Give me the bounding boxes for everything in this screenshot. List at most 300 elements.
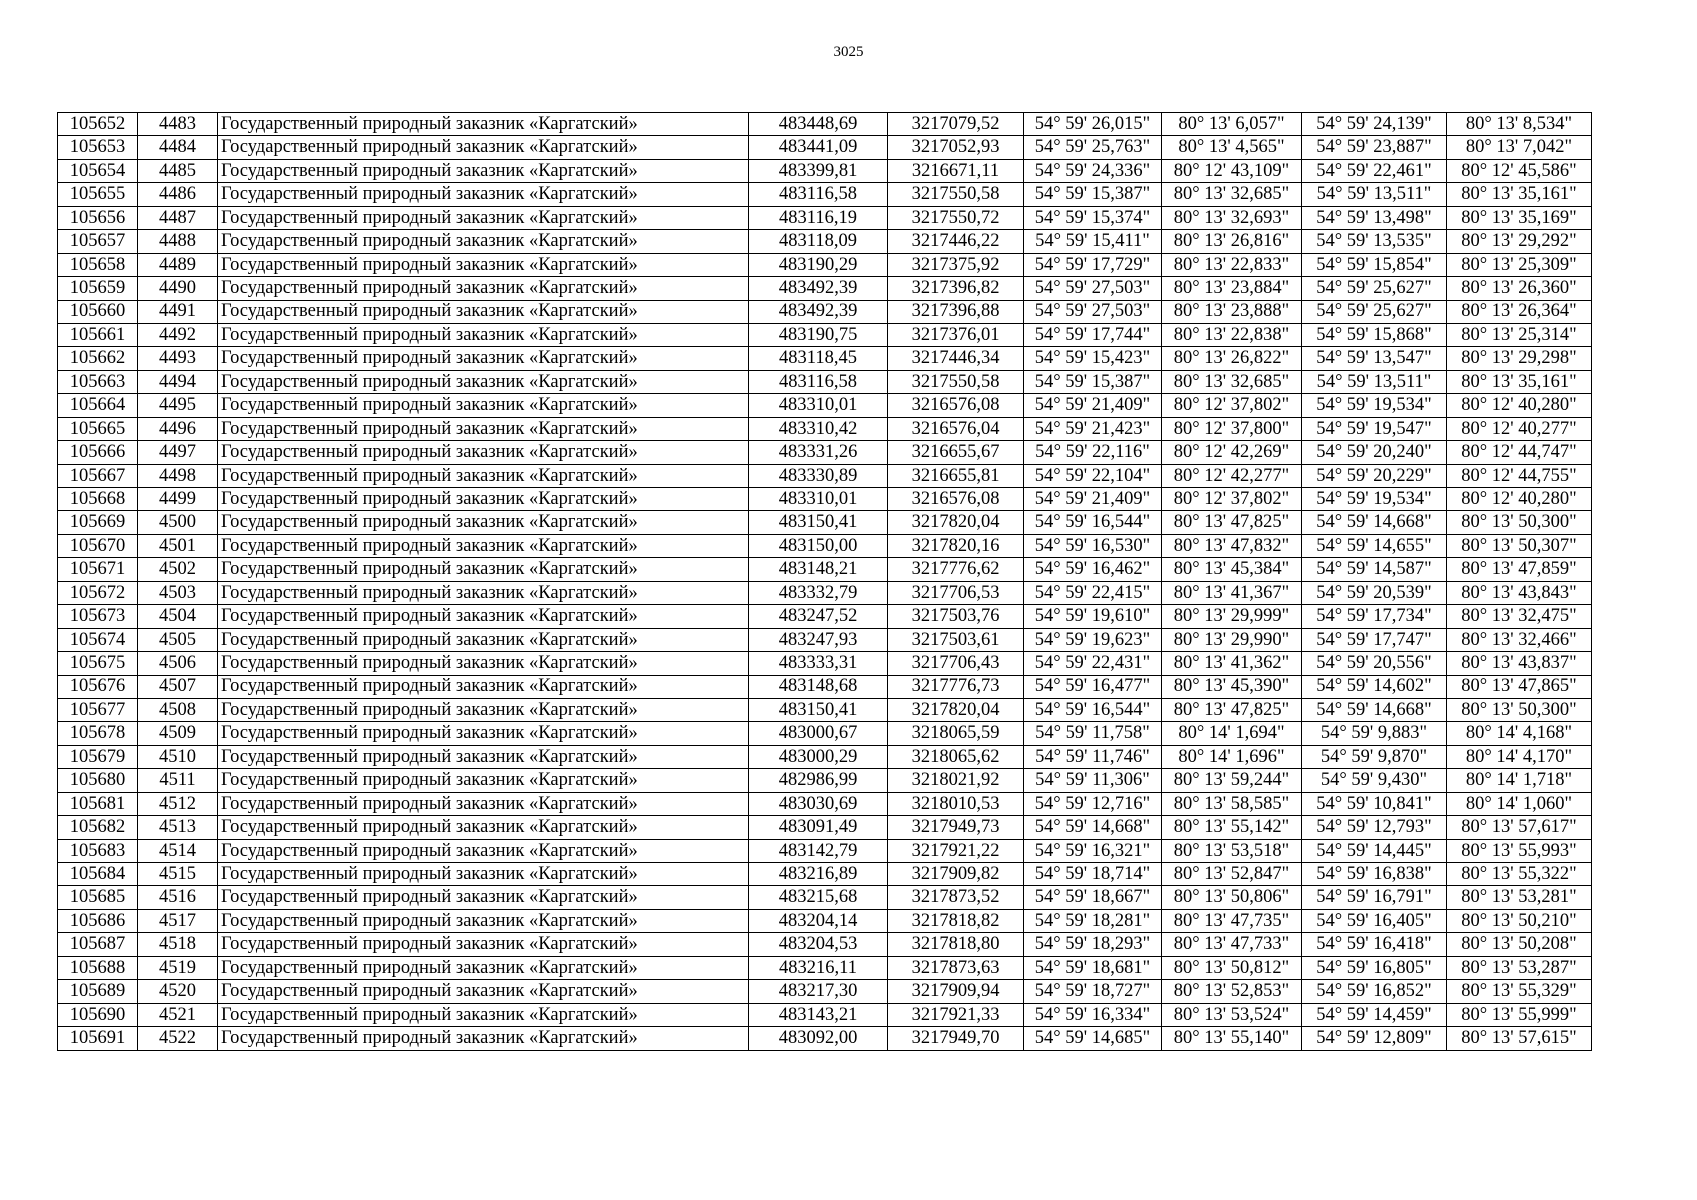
table-row — [58, 230, 1592, 253]
cell-longitude-2: 80° 12' 44,755" — [1447, 464, 1592, 487]
table-row — [58, 581, 1592, 604]
cell-longitude-1: 80° 13' 23,884" — [1162, 277, 1302, 300]
table-row — [58, 745, 1592, 768]
table-row — [58, 558, 1592, 581]
cell-longitude-1: 80° 13' 47,832" — [1162, 534, 1302, 557]
cell-row-number: 105656 — [58, 206, 138, 229]
cell-latitude-2: 54° 59' 14,587" — [1302, 558, 1447, 581]
cell-point-number: 4504 — [138, 605, 218, 628]
cell-longitude-2: 80° 12' 40,280" — [1447, 394, 1592, 417]
cell-longitude-1: 80° 13' 55,142" — [1162, 816, 1302, 839]
cell-point-number: 4484 — [138, 136, 218, 159]
cell-coord-y: 3217376,01 — [888, 323, 1024, 346]
cell-latitude-2: 54° 59' 25,627" — [1302, 277, 1447, 300]
cell-longitude-1: 80° 13' 55,140" — [1162, 1027, 1302, 1050]
cell-longitude-1: 80° 13' 32,685" — [1162, 370, 1302, 393]
table-row — [58, 792, 1592, 815]
table-row — [58, 698, 1592, 721]
cell-latitude-2: 54° 59' 20,556" — [1302, 652, 1447, 675]
cell-longitude-2: 80° 13' 50,307" — [1447, 534, 1592, 557]
cell-coord-x: 483310,01 — [749, 394, 888, 417]
cell-point-number: 4515 — [138, 863, 218, 886]
cell-row-number: 105689 — [58, 980, 138, 1003]
cell-territory-name: Государственный природный заказник «Каргатский» — [218, 745, 749, 768]
cell-longitude-2: 80° 13' 32,466" — [1447, 628, 1592, 651]
table-row — [58, 909, 1592, 932]
cell-longitude-1: 80° 13' 45,390" — [1162, 675, 1302, 698]
page-number: 3025 — [833, 44, 864, 60]
cell-coord-x: 483142,79 — [749, 839, 888, 862]
cell-longitude-1: 80° 13' 22,838" — [1162, 323, 1302, 346]
cell-point-number: 4506 — [138, 652, 218, 675]
cell-territory-name: Государственный природный заказник «Каргатский» — [218, 956, 749, 979]
cell-point-number: 4489 — [138, 253, 218, 276]
cell-coord-y: 3217909,94 — [888, 980, 1024, 1003]
cell-row-number: 105666 — [58, 441, 138, 464]
table-row — [58, 159, 1592, 182]
cell-territory-name: Государственный природный заказник «Каргатский» — [218, 511, 749, 534]
cell-point-number: 4507 — [138, 675, 218, 698]
cell-latitude-2: 54° 59' 13,547" — [1302, 347, 1447, 370]
cell-point-number: 4520 — [138, 980, 218, 1003]
cell-longitude-1: 80° 13' 29,990" — [1162, 628, 1302, 651]
table-row — [58, 370, 1592, 393]
cell-coord-y: 3217375,92 — [888, 253, 1024, 276]
cell-coord-y: 3217706,43 — [888, 652, 1024, 675]
cell-latitude-1: 54° 59' 14,668" — [1024, 816, 1162, 839]
cell-coord-y: 3217550,72 — [888, 206, 1024, 229]
cell-row-number: 105652 — [58, 113, 138, 136]
cell-longitude-1: 80° 13' 41,367" — [1162, 581, 1302, 604]
cell-row-number: 105670 — [58, 534, 138, 557]
cell-point-number: 4487 — [138, 206, 218, 229]
cell-coord-y: 3216671,11 — [888, 159, 1024, 182]
cell-latitude-2: 54° 59' 13,511" — [1302, 370, 1447, 393]
cell-row-number: 105688 — [58, 956, 138, 979]
cell-latitude-1: 54° 59' 18,667" — [1024, 886, 1162, 909]
cell-latitude-2: 54° 59' 19,534" — [1302, 394, 1447, 417]
table-body — [58, 113, 1592, 1051]
cell-longitude-2: 80° 13' 25,309" — [1447, 253, 1592, 276]
cell-coord-x: 483331,26 — [749, 441, 888, 464]
table-row — [58, 394, 1592, 417]
cell-row-number: 105662 — [58, 347, 138, 370]
cell-longitude-1: 80° 13' 58,585" — [1162, 792, 1302, 815]
cell-coord-y: 3217776,62 — [888, 558, 1024, 581]
cell-territory-name: Государственный природный заказник «Каргатский» — [218, 534, 749, 557]
cell-point-number: 4517 — [138, 909, 218, 932]
cell-point-number: 4501 — [138, 534, 218, 557]
cell-longitude-2: 80° 13' 57,617" — [1447, 816, 1592, 839]
cell-latitude-1: 54° 59' 11,306" — [1024, 769, 1162, 792]
cell-latitude-2: 54° 59' 14,445" — [1302, 839, 1447, 862]
cell-longitude-1: 80° 12' 43,109" — [1162, 159, 1302, 182]
cell-coord-x: 482986,99 — [749, 769, 888, 792]
cell-latitude-1: 54° 59' 19,610" — [1024, 605, 1162, 628]
cell-row-number: 105686 — [58, 909, 138, 932]
cell-latitude-2: 54° 59' 16,838" — [1302, 863, 1447, 886]
cell-row-number: 105663 — [58, 370, 138, 393]
cell-coord-x: 483118,45 — [749, 347, 888, 370]
cell-longitude-2: 80° 13' 57,615" — [1447, 1027, 1592, 1050]
cell-row-number: 105684 — [58, 863, 138, 886]
cell-coord-x: 483116,19 — [749, 206, 888, 229]
cell-longitude-2: 80° 12' 40,277" — [1447, 417, 1592, 440]
cell-longitude-1: 80° 13' 53,524" — [1162, 1003, 1302, 1026]
cell-territory-name: Государственный природный заказник «Каргатский» — [218, 370, 749, 393]
cell-point-number: 4494 — [138, 370, 218, 393]
cell-coord-x: 483204,53 — [749, 933, 888, 956]
cell-latitude-1: 54° 59' 27,503" — [1024, 300, 1162, 323]
cell-coord-x: 483492,39 — [749, 277, 888, 300]
cell-coord-x: 483092,00 — [749, 1027, 888, 1050]
cell-latitude-1: 54° 59' 15,423" — [1024, 347, 1162, 370]
cell-row-number: 105665 — [58, 417, 138, 440]
cell-latitude-1: 54° 59' 14,685" — [1024, 1027, 1162, 1050]
cell-latitude-1: 54° 59' 18,293" — [1024, 933, 1162, 956]
cell-coord-y: 3217079,52 — [888, 113, 1024, 136]
cell-point-number: 4522 — [138, 1027, 218, 1050]
cell-coord-x: 483216,89 — [749, 863, 888, 886]
cell-coord-y: 3218065,59 — [888, 722, 1024, 745]
cell-point-number: 4502 — [138, 558, 218, 581]
cell-latitude-2: 54° 59' 24,139" — [1302, 113, 1447, 136]
table-row — [58, 113, 1592, 136]
cell-territory-name: Государственный природный заказник «Каргатский» — [218, 230, 749, 253]
cell-longitude-1: 80° 13' 41,362" — [1162, 652, 1302, 675]
cell-territory-name: Государственный природный заказник «Каргатский» — [218, 347, 749, 370]
table-row — [58, 839, 1592, 862]
cell-territory-name: Государственный природный заказник «Каргатский» — [218, 980, 749, 1003]
cell-longitude-2: 80° 13' 25,314" — [1447, 323, 1592, 346]
cell-latitude-2: 54° 59' 9,870" — [1302, 745, 1447, 768]
cell-latitude-1: 54° 59' 18,681" — [1024, 956, 1162, 979]
cell-territory-name: Государственный природный заказник «Каргатский» — [218, 628, 749, 651]
table-row — [58, 253, 1592, 276]
cell-longitude-1: 80° 13' 59,244" — [1162, 769, 1302, 792]
table-row — [58, 464, 1592, 487]
table-row — [58, 933, 1592, 956]
cell-coord-y: 3218065,62 — [888, 745, 1024, 768]
cell-territory-name: Государственный природный заказник «Каргатский» — [218, 675, 749, 698]
table-row — [58, 1027, 1592, 1050]
cell-longitude-1: 80° 13' 23,888" — [1162, 300, 1302, 323]
cell-coord-y: 3217052,93 — [888, 136, 1024, 159]
cell-territory-name: Государственный природный заказник «Каргатский» — [218, 417, 749, 440]
cell-point-number: 4495 — [138, 394, 218, 417]
cell-latitude-1: 54° 59' 16,334" — [1024, 1003, 1162, 1026]
cell-point-number: 4521 — [138, 1003, 218, 1026]
cell-longitude-2: 80° 13' 55,999" — [1447, 1003, 1592, 1026]
cell-longitude-1: 80° 13' 26,816" — [1162, 230, 1302, 253]
cell-row-number: 105673 — [58, 605, 138, 628]
table-row — [58, 206, 1592, 229]
cell-longitude-1: 80° 12' 37,800" — [1162, 417, 1302, 440]
cell-latitude-2: 54° 59' 14,668" — [1302, 511, 1447, 534]
cell-latitude-2: 54° 59' 13,498" — [1302, 206, 1447, 229]
cell-point-number: 4510 — [138, 745, 218, 768]
cell-coord-x: 483116,58 — [749, 183, 888, 206]
cell-longitude-1: 80° 13' 45,384" — [1162, 558, 1302, 581]
cell-coord-y: 3216576,04 — [888, 417, 1024, 440]
cell-latitude-2: 54° 59' 22,461" — [1302, 159, 1447, 182]
cell-coord-y: 3218010,53 — [888, 792, 1024, 815]
cell-territory-name: Государственный природный заказник «Каргатский» — [218, 816, 749, 839]
cell-longitude-2: 80° 13' 29,292" — [1447, 230, 1592, 253]
cell-territory-name: Государственный природный заказник «Каргатский» — [218, 253, 749, 276]
table-row — [58, 816, 1592, 839]
table-row — [58, 1003, 1592, 1026]
cell-coord-y: 3217949,73 — [888, 816, 1024, 839]
cell-point-number: 4486 — [138, 183, 218, 206]
cell-territory-name: Государственный природный заказник «Каргатский» — [218, 558, 749, 581]
table-row — [58, 441, 1592, 464]
cell-latitude-1: 54° 59' 18,714" — [1024, 863, 1162, 886]
cell-coord-y: 3217818,82 — [888, 909, 1024, 932]
cell-coord-x: 483118,09 — [749, 230, 888, 253]
table-row — [58, 136, 1592, 159]
cell-coord-x: 483000,29 — [749, 745, 888, 768]
cell-coord-y: 3217820,04 — [888, 511, 1024, 534]
cell-coord-y: 3217909,82 — [888, 863, 1024, 886]
cell-territory-name: Государственный природный заказник «Каргатский» — [218, 1003, 749, 1026]
cell-territory-name: Государственный природный заказник «Каргатский» — [218, 113, 749, 136]
cell-latitude-1: 54° 59' 16,462" — [1024, 558, 1162, 581]
cell-latitude-2: 54° 59' 16,805" — [1302, 956, 1447, 979]
cell-coord-x: 483333,31 — [749, 652, 888, 675]
table-row — [58, 722, 1592, 745]
cell-coord-y: 3217820,04 — [888, 698, 1024, 721]
cell-latitude-1: 54° 59' 15,411" — [1024, 230, 1162, 253]
cell-longitude-1: 80° 13' 53,518" — [1162, 839, 1302, 862]
cell-coord-x: 483216,11 — [749, 956, 888, 979]
cell-row-number: 105658 — [58, 253, 138, 276]
cell-longitude-2: 80° 13' 53,287" — [1447, 956, 1592, 979]
cell-row-number: 105672 — [58, 581, 138, 604]
cell-latitude-1: 54° 59' 24,336" — [1024, 159, 1162, 182]
cell-longitude-2: 80° 13' 53,281" — [1447, 886, 1592, 909]
cell-latitude-1: 54° 59' 11,758" — [1024, 722, 1162, 745]
cell-territory-name: Государственный природный заказник «Каргатский» — [218, 488, 749, 511]
cell-coord-y: 3217921,33 — [888, 1003, 1024, 1026]
cell-coord-y: 3216655,67 — [888, 441, 1024, 464]
cell-latitude-2: 54° 59' 16,418" — [1302, 933, 1447, 956]
cell-coord-y: 3217396,88 — [888, 300, 1024, 323]
cell-row-number: 105691 — [58, 1027, 138, 1050]
cell-row-number: 105654 — [58, 159, 138, 182]
cell-latitude-1: 54° 59' 19,623" — [1024, 628, 1162, 651]
cell-territory-name: Государственный природный заказник «Каргатский» — [218, 300, 749, 323]
cell-territory-name: Государственный природный заказник «Каргатский» — [218, 769, 749, 792]
cell-territory-name: Государственный природный заказник «Каргатский» — [218, 722, 749, 745]
cell-territory-name: Государственный природный заказник «Каргатский» — [218, 909, 749, 932]
cell-coord-x: 483330,89 — [749, 464, 888, 487]
cell-coord-x: 483000,67 — [749, 722, 888, 745]
cell-coord-x: 483492,39 — [749, 300, 888, 323]
cell-latitude-2: 54° 59' 13,535" — [1302, 230, 1447, 253]
cell-latitude-1: 54° 59' 16,321" — [1024, 839, 1162, 862]
cell-row-number: 105675 — [58, 652, 138, 675]
cell-coord-y: 3217921,22 — [888, 839, 1024, 862]
cell-row-number: 105678 — [58, 722, 138, 745]
cell-longitude-2: 80° 13' 47,859" — [1447, 558, 1592, 581]
cell-coord-y: 3216576,08 — [888, 488, 1024, 511]
cell-point-number: 4518 — [138, 933, 218, 956]
table-row — [58, 183, 1592, 206]
cell-latitude-1: 54° 59' 21,409" — [1024, 394, 1162, 417]
cell-coord-x: 483448,69 — [749, 113, 888, 136]
cell-row-number: 105683 — [58, 839, 138, 862]
cell-longitude-2: 80° 13' 26,364" — [1447, 300, 1592, 323]
cell-longitude-1: 80° 12' 42,269" — [1162, 441, 1302, 464]
cell-latitude-1: 54° 59' 26,015" — [1024, 113, 1162, 136]
table-row — [58, 488, 1592, 511]
cell-point-number: 4498 — [138, 464, 218, 487]
cell-point-number: 4491 — [138, 300, 218, 323]
cell-latitude-2: 54° 59' 14,602" — [1302, 675, 1447, 698]
cell-coord-y: 3217550,58 — [888, 183, 1024, 206]
cell-territory-name: Государственный природный заказник «Каргатский» — [218, 581, 749, 604]
cell-longitude-2: 80° 13' 50,300" — [1447, 511, 1592, 534]
cell-longitude-2: 80° 12' 45,586" — [1447, 159, 1592, 182]
cell-coord-y: 3216576,08 — [888, 394, 1024, 417]
cell-territory-name: Государственный природный заказник «Каргатский» — [218, 323, 749, 346]
table-row — [58, 769, 1592, 792]
cell-latitude-1: 54° 59' 12,716" — [1024, 792, 1162, 815]
cell-territory-name: Государственный природный заказник «Каргатский» — [218, 605, 749, 628]
cell-latitude-2: 54° 59' 10,841" — [1302, 792, 1447, 815]
cell-latitude-1: 54° 59' 15,387" — [1024, 370, 1162, 393]
cell-coord-x: 483190,75 — [749, 323, 888, 346]
cell-latitude-2: 54° 59' 23,887" — [1302, 136, 1447, 159]
cell-point-number: 4509 — [138, 722, 218, 745]
cell-coord-x: 483310,42 — [749, 417, 888, 440]
cell-latitude-1: 54° 59' 11,746" — [1024, 745, 1162, 768]
cell-longitude-1: 80° 13' 47,825" — [1162, 511, 1302, 534]
cell-latitude-2: 54° 59' 17,747" — [1302, 628, 1447, 651]
cell-longitude-1: 80° 13' 4,565" — [1162, 136, 1302, 159]
cell-latitude-1: 54° 59' 21,423" — [1024, 417, 1162, 440]
cell-coord-y: 3217396,82 — [888, 277, 1024, 300]
cell-territory-name: Государственный природный заказник «Каргатский» — [218, 183, 749, 206]
table-row — [58, 534, 1592, 557]
cell-longitude-2: 80° 12' 44,747" — [1447, 441, 1592, 464]
cell-territory-name: Государственный природный заказник «Каргатский» — [218, 933, 749, 956]
cell-coord-x: 483441,09 — [749, 136, 888, 159]
cell-latitude-2: 54° 59' 20,539" — [1302, 581, 1447, 604]
cell-longitude-2: 80° 13' 55,993" — [1447, 839, 1592, 862]
cell-latitude-1: 54° 59' 16,544" — [1024, 698, 1162, 721]
cell-longitude-2: 80° 13' 7,042" — [1447, 136, 1592, 159]
cell-coord-x: 483030,69 — [749, 792, 888, 815]
coordinates-table — [57, 112, 1592, 1051]
table-row — [58, 605, 1592, 628]
cell-row-number: 105667 — [58, 464, 138, 487]
cell-point-number: 4490 — [138, 277, 218, 300]
table-row — [58, 863, 1592, 886]
cell-point-number: 4505 — [138, 628, 218, 651]
cell-longitude-2: 80° 13' 8,534" — [1447, 113, 1592, 136]
cell-longitude-1: 80° 13' 6,057" — [1162, 113, 1302, 136]
cell-point-number: 4514 — [138, 839, 218, 862]
cell-longitude-2: 80° 13' 50,208" — [1447, 933, 1592, 956]
cell-row-number: 105669 — [58, 511, 138, 534]
cell-point-number: 4508 — [138, 698, 218, 721]
table-row — [58, 300, 1592, 323]
cell-row-number: 105677 — [58, 698, 138, 721]
cell-coord-y: 3217503,61 — [888, 628, 1024, 651]
table-row — [58, 980, 1592, 1003]
table-row — [58, 675, 1592, 698]
cell-coord-x: 483150,41 — [749, 698, 888, 721]
cell-longitude-1: 80° 13' 47,825" — [1162, 698, 1302, 721]
cell-longitude-1: 80° 12' 42,277" — [1162, 464, 1302, 487]
cell-coord-x: 483150,41 — [749, 511, 888, 534]
cell-row-number: 105681 — [58, 792, 138, 815]
cell-latitude-1: 54° 59' 22,415" — [1024, 581, 1162, 604]
table-row — [58, 956, 1592, 979]
cell-longitude-1: 80° 13' 32,693" — [1162, 206, 1302, 229]
cell-latitude-2: 54° 59' 9,430" — [1302, 769, 1447, 792]
cell-coord-x: 483091,49 — [749, 816, 888, 839]
cell-latitude-1: 54° 59' 16,530" — [1024, 534, 1162, 557]
cell-point-number: 4493 — [138, 347, 218, 370]
cell-territory-name: Государственный природный заказник «Каргатский» — [218, 159, 749, 182]
cell-longitude-1: 80° 13' 47,735" — [1162, 909, 1302, 932]
cell-coord-x: 483247,52 — [749, 605, 888, 628]
cell-latitude-2: 54° 59' 16,405" — [1302, 909, 1447, 932]
cell-row-number: 105687 — [58, 933, 138, 956]
cell-coord-y: 3217550,58 — [888, 370, 1024, 393]
cell-territory-name: Государственный природный заказник «Каргатский» — [218, 1027, 749, 1050]
table-row — [58, 277, 1592, 300]
cell-longitude-2: 80° 14' 1,718" — [1447, 769, 1592, 792]
cell-coord-y: 3217949,70 — [888, 1027, 1024, 1050]
cell-coord-x: 483116,58 — [749, 370, 888, 393]
cell-longitude-2: 80° 14' 4,168" — [1447, 722, 1592, 745]
cell-longitude-1: 80° 14' 1,696" — [1162, 745, 1302, 768]
cell-territory-name: Государственный природный заказник «Каргатский» — [218, 839, 749, 862]
cell-coord-y: 3217503,76 — [888, 605, 1024, 628]
cell-coord-y: 3217446,34 — [888, 347, 1024, 370]
cell-territory-name: Государственный природный заказник «Каргатский» — [218, 863, 749, 886]
cell-territory-name: Государственный природный заказник «Каргатский» — [218, 441, 749, 464]
cell-coord-x: 483148,21 — [749, 558, 888, 581]
cell-row-number: 105671 — [58, 558, 138, 581]
cell-longitude-2: 80° 13' 47,865" — [1447, 675, 1592, 698]
cell-longitude-1: 80° 13' 47,733" — [1162, 933, 1302, 956]
cell-latitude-2: 54° 59' 14,655" — [1302, 534, 1447, 557]
table-row — [58, 511, 1592, 534]
cell-longitude-2: 80° 12' 40,280" — [1447, 488, 1592, 511]
table-row — [58, 652, 1592, 675]
cell-point-number: 4512 — [138, 792, 218, 815]
cell-latitude-2: 54° 59' 14,459" — [1302, 1003, 1447, 1026]
cell-latitude-2: 54° 59' 15,854" — [1302, 253, 1447, 276]
cell-latitude-2: 54° 59' 9,883" — [1302, 722, 1447, 745]
cell-point-number: 4485 — [138, 159, 218, 182]
cell-latitude-1: 54° 59' 25,763" — [1024, 136, 1162, 159]
cell-longitude-2: 80° 14' 4,170" — [1447, 745, 1592, 768]
cell-latitude-2: 54° 59' 17,734" — [1302, 605, 1447, 628]
cell-coord-y: 3216655,81 — [888, 464, 1024, 487]
cell-latitude-1: 54° 59' 22,116" — [1024, 441, 1162, 464]
cell-latitude-1: 54° 59' 15,387" — [1024, 183, 1162, 206]
cell-latitude-2: 54° 59' 14,668" — [1302, 698, 1447, 721]
cell-coord-y: 3217776,73 — [888, 675, 1024, 698]
cell-longitude-1: 80° 12' 37,802" — [1162, 394, 1302, 417]
cell-row-number: 105660 — [58, 300, 138, 323]
